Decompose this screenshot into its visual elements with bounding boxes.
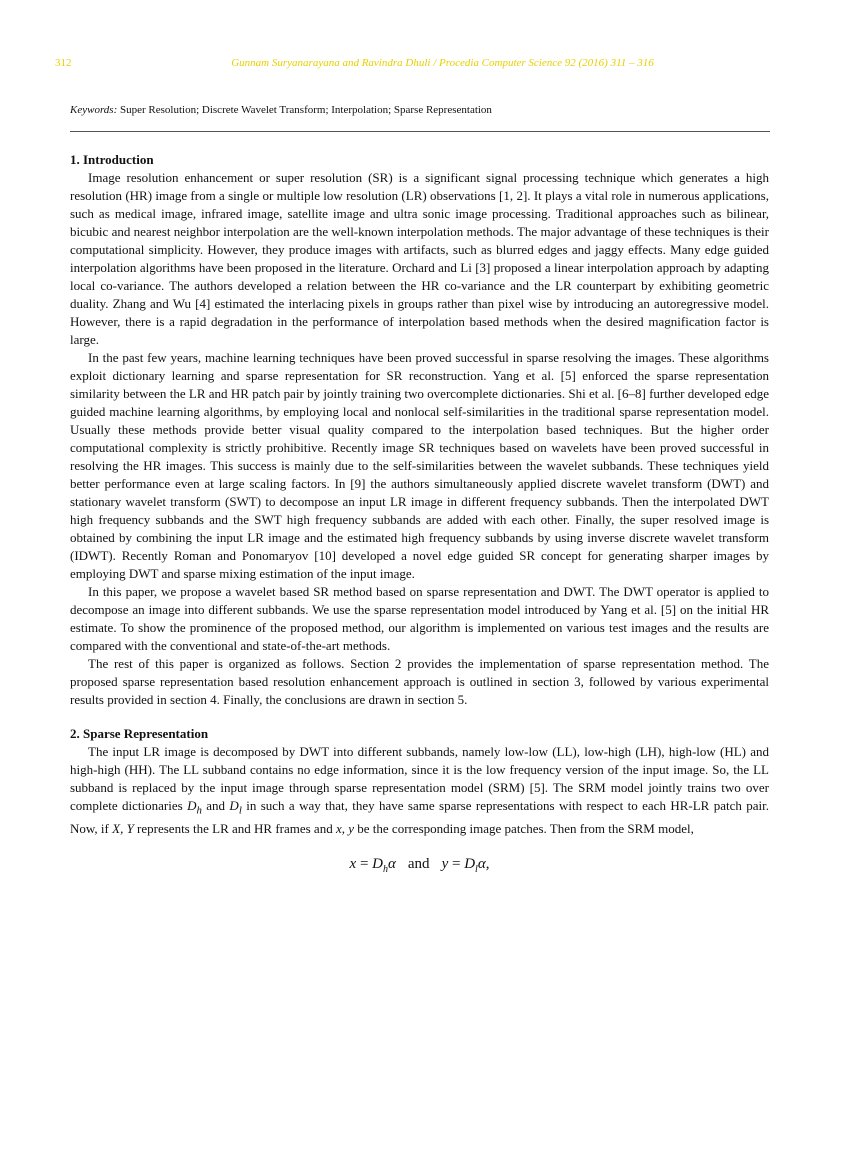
main-body — [70, 151, 769, 880]
section-1-paragraph-4: The rest of this paper is organized as follows. Section 2 provides the implementation of sparse representation method. The proposed sparse representation based resolution enhancement approach is outlined in section 3, followed by various experimental results provided in section 4. Finally, the conclusions are drawn in section 5. — [70, 656, 769, 707]
section-1-title: 1. Introduction — [70, 152, 154, 167]
keywords-label: Keywords: — [70, 104, 118, 116]
keywords-divider — [70, 131, 770, 132]
running-head-citation: Gunnam Suryanarayana and Ravindra Dhuli / Procedia Computer Science 92 (2016) 311 – 316 — [231, 57, 654, 69]
section-1-paragraph-2: In the past few years, machine learning techniques have been proved successful in sparse resolving the images. These algorithms exploit dictionary learning and sparse representation for SR reconstruction. Yang et al. [5] enforced the sparse representation similarity between the LR and HR patch pair by jointly training two overcomplete dictionaries. Shi et al. [6–8] further developed edge guided machine learning algorithms, by employing local and nonlocal self-similarities in the traditional sparse representation model. Usually these methods provide better visual quality compared to the interpolation based techniques. But the higher order computational complexity is strictly prohibitive. Recently image SR techniques based on wavelets have been proved successful in resolving the HR images. This success is mainly due to the self-similarities between the wavelet subbands. These techniques yield better performance even at large scaling factors. In [9] the authors simultaneously applied discrete wavelet transform (DWT) and stationary wavelet transform (SWT) to decompose an input LR image in different frequency subbands. Then the interpolated DWT high frequency subbands and the SWT high frequency subbands are added with each other. Finally, the super resolved image is obtained by combining the input LR image and the estimated high frequency subbands by using inverse discrete wavelet transform (IDWT). Recently Roman and Ponomaryov [10] developed a novel edge guided SR concept for generating sharper images by employing DWT and sparse mixing estimation of the input image. — [70, 350, 769, 581]
section-2-paragraph-1: The input LR image is decomposed by DWT into different subbands, namely low-low (LL), low-high (LH), high-low (HL) and high-high (HH). The LL subband contains no edge information, since it is the low frequency version of the input image. So, the LL subband is replaced by the input image through sparse representation model (SRM) [5]. The SRM model jointly trains two over complete dictionaries $D_h$ and $D_l$ in such a way that, they have same sparse representations with respect to each HR-LR patch pair. Now, if X, Y represents the LR and HR frames and x, y be the corresponding image patches. Then from the SRM model, — [70, 744, 769, 836]
equation-sparse-model: $x = D_h\alpha$ and $y = D_l\alpha$, — [349, 855, 490, 875]
section-1-paragraph-3: In this paper, we propose a wavelet based SR method based on sparse representation and DWT. The DWT operator is applied to decompose an image into different subbands. We use the sparse representation model introduced by Yang et al. [5] on the initial HR estimate. To show the prominence of the proposed method, our algorithm is implemented on various test images and the results are compared with the conventional and state-of-the-art methods. — [70, 584, 769, 653]
section-1-paragraph-1: Image resolution enhancement or super resolution (SR) is a significant signal processing technique which generates a high resolution (HR) image from a single or multiple low resolution (LR) observations [1, 2]. It plays a vital role in numerous applications, such as medical image, infrared image, satellite image and ultra sonic image processing. Traditional approaches such as bilinear, bicubic and nearest neighbor interpolation are the well-known interpolation methods. The major advantage of these techniques is their computational simplicity. However, they produce images with artifacts, such as blurred edges and jaggy effects. Many edge guided interpolation algorithms have been proposed in the literature. Orchard and Li [3] proposed a linear interpolation approach by adapting local co-variance. The authors developed a relation between the HR co-variance and the LR counterpart by exhibiting geometric duality. Zhang and Wu [4] estimated the interlacing pixels in groups rather than pixel wise by introducing an autoregressive model. However, there is a rapid degradation in the performance of interpolation based methods when the desired magnification factor is large. — [70, 170, 769, 347]
keywords-text: Super Resolution; Discrete Wavelet Transform; Interpolation; Sparse Representation — [120, 104, 492, 116]
page-number: 312 — [55, 57, 72, 69]
keywords — [70, 104, 770, 117]
running-head — [55, 57, 770, 73]
section-2-title: 2. Sparse Representation — [70, 726, 209, 741]
